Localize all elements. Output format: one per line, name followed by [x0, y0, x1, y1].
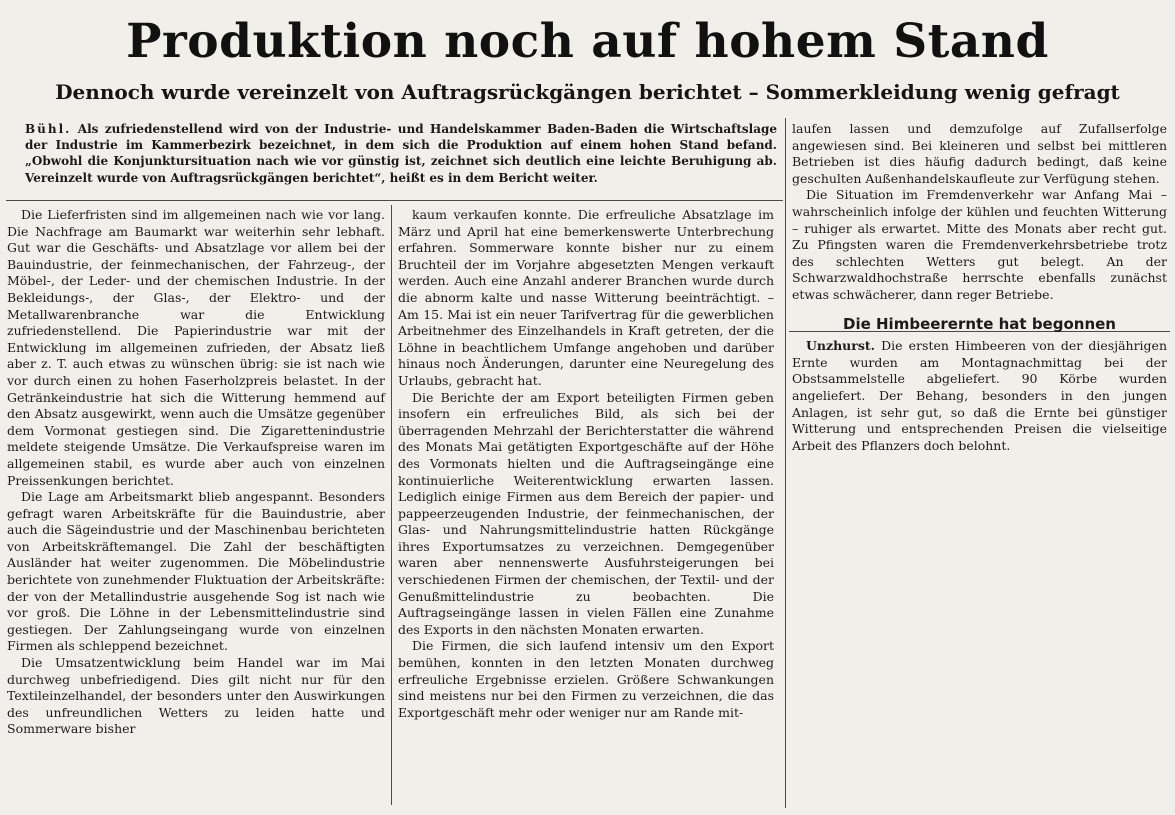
article-subheadline: Dennoch wurde vereinzelt von Auftragsrückgängen berichtet – Sommerkleidung wenig gefragt — [55, 80, 1120, 104]
col1-paragraph-1: Die Lieferfristen sind im allgemeinen nach wie vor lang. Die Nachfrage am Baumarkt war weiterhin sehr lebhaft. Gut war die Geschäfts- und Absatzlage vor allem bei der Bauindustrie, der feinmechanischen, der Fahrzeug-, der Möbel-, der Leder- und der chemischen Industrie. In der Bekleidungs-, der Glas-, der Elektro- und der Metallwarenbranche war die Entwicklung zufriedenstellend. Die Papierindustrie war mit der Entwicklung im allgemeinen zufrieden, der Absatz ließ aber z. T. auch etwas zu wünschen übrig: sie ist nach wie vor durch einen zu hohen Faserholzpreis belastet. In der Getränkeindustrie hat sich die Witterung hemmend auf den Absatz ausgewirkt, wenn auch die Umsätze gegenüber dem Vormonat gestiegen sind. Die Zigarettenindustrie meldete steigende Umsätze. Die Verkaufspreise waren im allgemeinen stabil, es wurde aber auch von einzelnen Preissenkungen berichtet. — [7, 207, 385, 488]
column-3 — [792, 121, 1167, 454]
side-article-dateline: Unzhurst. — [806, 338, 876, 354]
column-2 — [398, 207, 774, 721]
side-article-heading: Die Himbeerernte hat begonnen — [843, 314, 1116, 333]
col3-paragraph-2: Die Situation im Fremdenverkehr war Anfang Mai – wahrscheinlich infolge der kühlen und feuchten Witterung – ruhiger als erwartet. Mitte des Monats aber recht gut. Zu Pfingsten waren die Fremdenverkehrsbetriebe trotz des schlechten Wetters gut belegt. An der Schwarzwaldhochstraße herrschte ebenfalls zunächst etwas schwächerer, dann reger Betriebe. — [792, 187, 1167, 302]
col1-paragraph-3: Die Umsatzentwicklung beim Handel war im Mai durchweg unbefriedigend. Dies gilt nicht nur für den Textileinzelhandel, der besonders unter den Auswirkungen des unfreundlichen Wetters zu leiden hatte und Sommerware bisher — [7, 655, 385, 737]
side-article-text — [792, 338, 1167, 454]
col2-paragraph-1: kaum verkaufen konnte. Die erfreuliche Absatzlage im März und April hat eine bemerkenswerte Unterbrechung erfahren. Sommerware konnte bisher nur zu einem Bruchteil der im Vorjahre abgesetzten Mengen verkauft werden. Auch eine Anzahl anderer Branchen wurde durch die abnorm kalte und nasse Witterung beeinträchtigt. – Am 15. Mai ist ein neuer Tarifvertrag für die gewerblichen Arbeitnehmer des Einzelhandels in Kraft getreten, der die Löhne in beachtlichem Umfange angehoben und darüber hinaus noch Änderungen, darunter eine Neuregelung des Urlaubs, gebracht hat. — [398, 207, 774, 388]
lead-divider — [6, 200, 783, 201]
column-1 — [7, 207, 385, 738]
lead-dateline: Bühl. — [25, 122, 72, 136]
column-divider-2 — [785, 118, 786, 808]
col2-paragraph-2: Die Berichte der am Export beteiligten Firmen geben insofern ein erfreuliches Bild, als sich bei der überragenden Mehrzahl der Berichterstatter die während des Monats Mai getätigten Exportgeschäfte auf der Höhe des Vormonats hielten und die Auftragseingänge eine kontinuierliche Weiterentwicklung erwarten lassen. Lediglich einige Firmen aus dem Bereich der papier- und pappeerzeugenden Industrie, der feinmechanischen, der Glas- und Nahrungsmittelindustrie hatten Rückgänge ihres Exportumsatzes zu verzeichnen. Demgegenüber waren aber nennenswerte Ausfuhrsteigerungen bei verschiedenen Firmen der chemischen, der Textil- und der Genußmittelindustrie zu beobachten. Die Auftragseingänge lassen in vielen Fällen eine Zunahme des Exports in den nächsten Monaten erwarten. — [398, 389, 774, 637]
lead-text: Als zufriedenstellend wird von der Industrie- und Handelskammer Baden-Baden die Wirtschaftslage der Industrie im Kammerbezirk bezeichnet, in dem sich die Produktion auf einem hohen Stand befand. „Obwohl die Konjunktursituation nach wie vor günstig ist, zeichnet sich deutlich eine leichte Beruhigung ab. Vereinzelt wurde von Auftragsrückgängen berichtet“, heißt es in dem Bericht weiter. — [25, 122, 777, 185]
col2-paragraph-3: Die Firmen, die sich laufend intensiv um den Export bemühen, konnten in den letzten Monaten durchweg erfreuliche Ergebnisse erzielen. Größere Schwankungen sind meistens nur bei den Firmen zu verzeichnen, die das Exportgeschäft mehr oder weniger nur am Rande mit- — [398, 638, 774, 720]
col1-paragraph-2: Die Lage am Arbeitsmarkt blieb angespannt. Besonders gefragt waren Arbeitskräfte für die Bauindustrie, aber auch die Sägeindustrie und der Maschinenbau berichteten von Arbeitskräftemangel. Die Zahl der beschäftigten Ausländer hat weiter zugenommen. Die Möbelindustrie berichtete von zunehmender Fluktuation der Arbeitskräfte: der von der Metallindustrie ausgehende Sog ist nach wie vor groß. Die Löhne in der Lebensmittelindustrie sind gestiegen. Der Zahlungseingang wurde von einzelnen Firmen als schleppend bezeichnet. — [7, 489, 385, 654]
col3-paragraph-1: laufen lassen und demzufolge auf Zufallserfolge angewiesen sind. Bei kleineren und selbst bei mittleren Betrieben ist dies häufig dadurch bedingt, daß keine geschulten Außenhandelskaufleute zur Verfügung stehen. — [792, 121, 1167, 186]
column-divider-1 — [391, 205, 392, 805]
article-headline: Produktion noch auf hohem Stand — [126, 14, 1049, 69]
article-lead — [25, 121, 777, 186]
side-article-body: Die ersten Himbeeren von der diesjährigen Ernte wurden am Montagnachmittag bei der Obstsammelstelle abgeliefert. 90 Körbe wurden angeliefert. Der Behang, besonders in den jungen Anlagen, ist sehr gut, so daß die Ernte bei günstiger Witterung und entsprechenden Preisen die vielseitige Arbeit des Pflanzers doch belohnt. — [792, 338, 1167, 453]
